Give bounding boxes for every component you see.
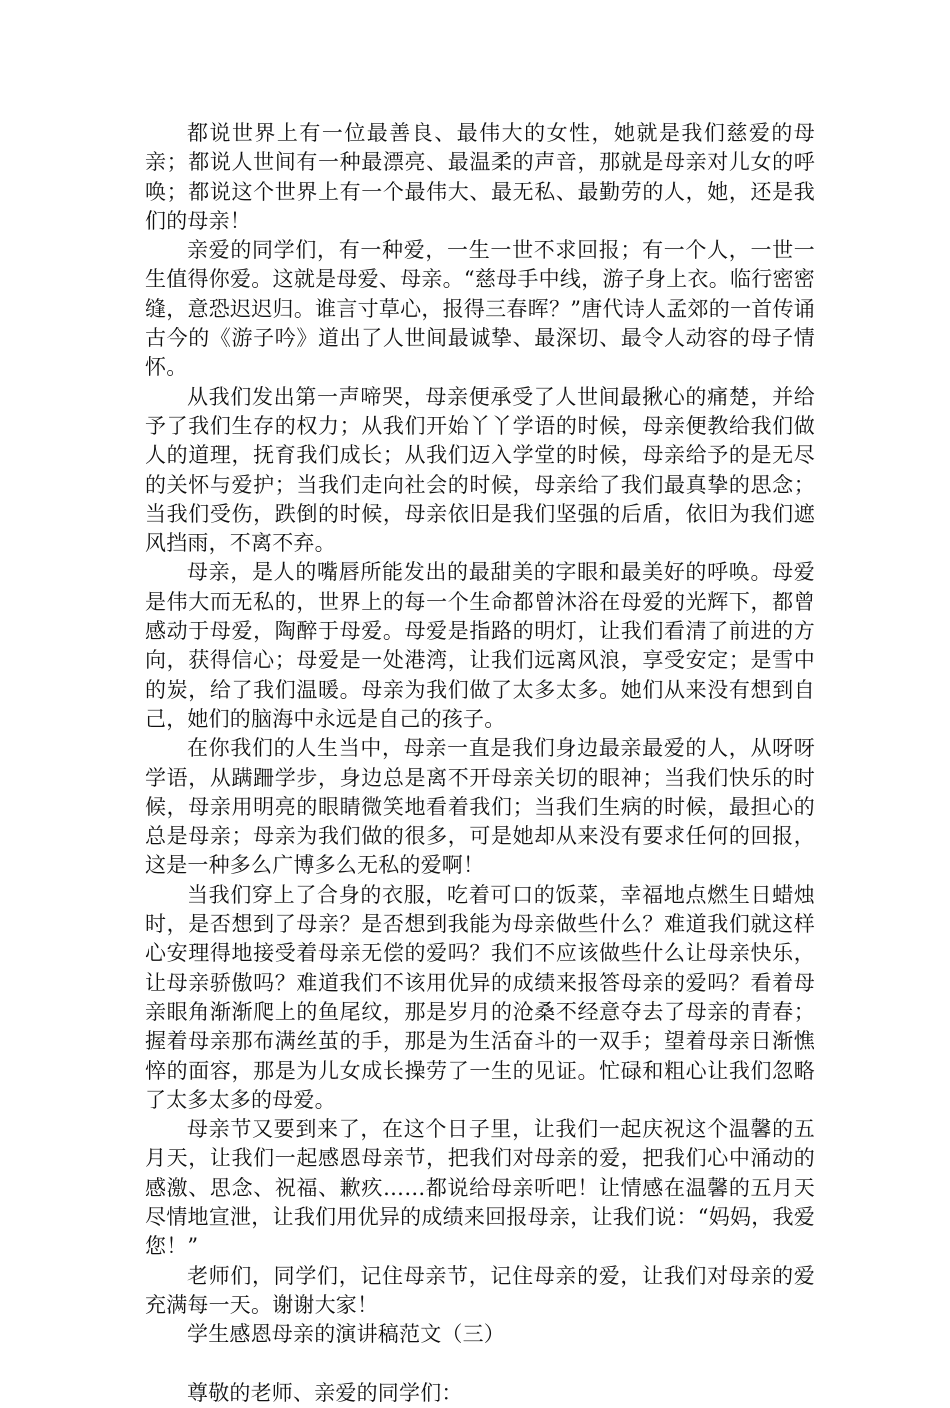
paragraph-8: 老师们，同学们，记住母亲节，记住母亲的爱，让我们对母亲的爱充满每一天。谢谢大家！ [145,1263,815,1317]
paragraph-4: 母亲，是人的嘴唇所能发出的最甜美的字眼和最美好的呼唤。母爱是伟大而无私的，世界上的每一个生命都曾沐浴在母爱的光辉下，都曾感动于母爱，陶醉于母爱。母爱是指路的明灯，让我们看清了前进的方向，获得信心；母爱是一处港湾，让我们远离风浪，享受安定；是雪中的炭，给了我们温暖。母亲为我们做了太多太多。她们从来没有想到自己，她们的脑海中永远是自己的孩子。 [145,560,815,731]
document-body [145,119,815,1408]
paragraph-2: 亲爱的同学们，有一种爱，一生一世不求回报；有一个人，一世一生值得你爱。这就是母爱、母亲。“慈母手中线，游子身上衣。临行密密缝，意恐迟迟归。谁言寸草心，报得三春晖？”唐代诗人孟郊的一首传诵古今的《游子吟》道出了人世间最诚挚、最深切、最令人动容的母子情怀。 [145,238,815,380]
paragraph-3: 从我们发出第一声啼哭，母亲便承受了人世间最揪心的痛楚，并给予了我们生存的权力；从我们开始丫丫学语的时候，母亲便教给我们做人的道理，抚育我们成长；从我们迈入学堂的时候，母亲给予的是无尽的关怀与爱护；当我们走向社会的时候，母亲给了我们最真挚的思念；当我们受伤，跌倒的时候，母亲依旧是我们坚强的后盾，依旧为我们遮风挡雨，不离不弃。 [145,384,815,556]
section-title: 学生感恩母亲的演讲稿范文（三） [187,1322,505,1347]
blank-line [145,1349,815,1378]
paragraph-1: 都说世界上有一位最善良、最伟大的女性，她就是我们慈爱的母亲；都说人世间有一种最漂亮、最温柔的声音，那就是母亲对儿女的呼唤；都说这个世界上有一个最伟大、最无私、最勤劳的人，她，还是我们的母亲！ [145,121,815,233]
paragraph-7: 母亲节又要到来了，在这个日子里，让我们一起庆祝这个温馨的五月天，让我们一起感恩母亲节，把我们对母亲的爱，把我们心中涌动的感激、思念、祝福、歉疚……都说给母亲听吧！让情感在温馨的五月天尽情地宣泄，让我们用优异的成绩来回报母亲，让我们说：“妈妈，我爱您！” [145,1117,815,1259]
paragraph-5: 在你我们的人生当中，母亲一直是我们身边最亲最爱的人，从呀呀学语，从蹒跚学步，身边总是离不开母亲关切的眼神；当我们快乐的时候，母亲用明亮的眼睛微笑地看着我们；当我们生病的时候，最担心的总是母亲；母亲为我们做的很多，可是她却从来没有要求任何的回报，这是一种多么广博多么无私的爱啊！ [145,736,815,878]
salutation: 尊敬的老师、亲爱的同学们： [187,1380,463,1405]
paragraph-6: 当我们穿上了合身的衣服，吃着可口的饭菜，幸福地点燃生日蜡烛时，是否想到了母亲？是否想到我能为母亲做些什么？难道我们就这样心安理得地接受着母亲无偿的爱吗？我们不应该做些什么让母亲快乐，让母亲骄傲吗？难道我们不该用优异的成绩来报答母亲的爱吗？看着母亲眼角渐渐爬上的鱼尾纹，那是岁月的沧桑不经意夺去了母亲的青春；握着母亲那布满丝茧的手，那是为生活奋斗的一双手；望着母亲日渐憔悴的面容，那是为儿女成长操劳了一生的见证。忙碌和粗心让我们忽略了太多太多的母爱。 [145,882,815,1112]
